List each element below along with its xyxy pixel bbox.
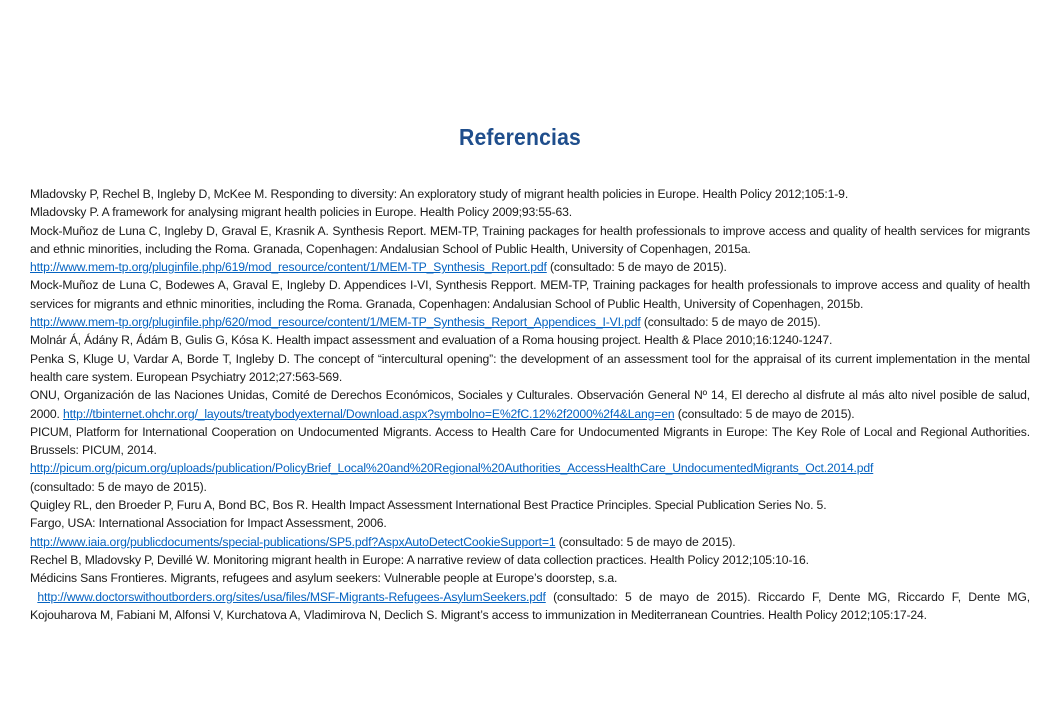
reference-item: Médicins Sans Frontieres. Migrants, refugees and asylum seekers: Vulnerable people at Europe’s doorstep, s.a. http://www.doctorswithoutborders.org/sites/usa/files/MSF-Migrants-Refugees-AsylumSeekers.pdf (consultado: 5 de mayo de 2015). Riccardo F, Dente MG, Riccardo F, Dente MG, Kojouharova M, Fabiani M, Alfonsi V, Kurchatova A, Vladimirova N, Declich S. Migrant’s access to immunization in Mediterranean Countries. Health Policy 2012;105:17-24. [30,571,1030,622]
page-title: Referencias [458,124,581,150]
reference-item: Mock-Muñoz de Luna C, Ingleby D, Graval E, Krasnik A. Synthesis Report. MEM-TP, Training packages for health professionals to improve access and quality of health services for migrants and ethnic minorities, including the Roma. Granada, Copenhagen: Andalusian School of Public Health, University of Copenhagen, 2015a. http://www.mem-tp.org/pluginfile.php/619/mod_resource/content/1/MEM-TP_Synthesis_Report.pdf (consultado: 5 de mayo de 2015). [30,223,1030,275]
reference-link[interactable]: http://www.iaia.org/publicdocuments/special-publications/SP5.pdf?AspxAutoDetectCookieSupport=1 [30,534,556,549]
reference-link[interactable]: http://www.mem-tp.org/pluginfile.php/619/mod_resource/content/1/MEM-TP_Synthesis_Report.pdf [30,260,547,275]
reference-link[interactable]: http://www.doctorswithoutborders.org/sites/usa/files/MSF-Migrants-Refugees-AsylumSeekers.pdf [37,589,546,604]
reference-item: ONU, Organización de las Naciones Unidas, Comité de Derechos Económicos, Sociales y Culturales. Observación General Nº 14, El derecho al disfrute al más alto nivel posible de salud, 2000. http://tbinternet.ohchr.org/_layouts/treatybodyexternal/Download.aspx?symbolno=E%2fC.12%2f2000%2f4&Lang=en (consultado: 5 de mayo de 2015). [30,388,1030,421]
reference-item: Penka S, Kluge U, Vardar A, Borde T, Ingleby D. The concept of “intercultural opening”: the development of an assessment tool for the appraisal of its current implementation in the mental health care system. European Psychiatry 2012;27:563-569. [30,351,1030,384]
reference-link[interactable]: http://picum.org/picum.org/uploads/publication/PolicyBrief_Local%20and%20Regional%20Authorities_AccessHealthCare_UndocumentedMigrants_Oct.2014.pdf [30,461,874,476]
reference-item: Molnár Á, Ádány R, Ádám B, Gulis G, Kósa K. Health impact assessment and evaluation of a Roma housing project. Health & Place 2010;16:1240-1247. [30,333,833,348]
reference-item: Rechel B, Mladovsky P, Devillé W. Monitoring migrant health in Europe: A narrative review of data collection practices. Health Policy 2012;105:10-16. [30,552,809,567]
reference-item: Quigley RL, den Broeder P, Furu A, Bond BC, Bos R. Health Impact Assessment International Best Practice Principles. Special Publication Series No. 5. Fargo, USA: International Association for Impact Assessment, 2006. http://www.iaia.org/publicdocuments/special-publications/SP5.pdf?AspxAutoDetectCookieSupport=1 (consultado: 5 de mayo de 2015). [30,498,827,549]
reference-item: Mock-Muñoz de Luna C, Bodewes A, Graval E, Ingleby D. Appendices I-VI, Synthesis Repport. MEM-TP, Training packages for health professionals to improve access and quality of health services for migrants and ethnic minorities, including the Roma. Granada, Copenhagen: Andalusian School of Public Health, University of Copenhagen, 2015b. http://www.mem-tp.org/pluginfile.php/620/mod_resource/content/1/MEM-TP_Synthesis_Report_Appendices_I-VI.pdf (consultado: 5 de mayo de 2015). [30,278,1030,330]
reference-item: Mladovsky P, Rechel B, Ingleby D, McKee M. Responding to diversity: An exploratory study of migrant health policies in Europe. Health Policy 2012;105:1-9. [30,187,849,201]
references-list [30,185,1030,624]
reference-item: PICUM, Platform for International Cooperation on Undocumented Migrants. Access to Health Care for Undocumented Migrants in Europe: The Key Role of Local and Regional Authorities. Brussels: PICUM, 2014. http://picum.org/picum.org/uploads/publication/PolicyBrief_Local%20and%20Regional%20Authorities_AccessHealthCare_UndocumentedMigrants_Oct.2014.pdf (consultado: 5 de mayo de 2015). [30,424,1030,494]
reference-link[interactable]: http://tbinternet.ohchr.org/_layouts/treatybodyexternal/Download.aspx?symbolno=E%2fC.12%2f2000%2f4&Lang=en [63,406,675,421]
reference-item: Mladovsky P. A framework for analysing migrant health policies in Europe. Health Policy 2009;93:55-63. [30,205,573,220]
reference-link[interactable]: http://www.mem-tp.org/pluginfile.php/620/mod_resource/content/1/MEM-TP_Synthesis_Report_Appendices_I-VI.pdf [30,315,641,330]
